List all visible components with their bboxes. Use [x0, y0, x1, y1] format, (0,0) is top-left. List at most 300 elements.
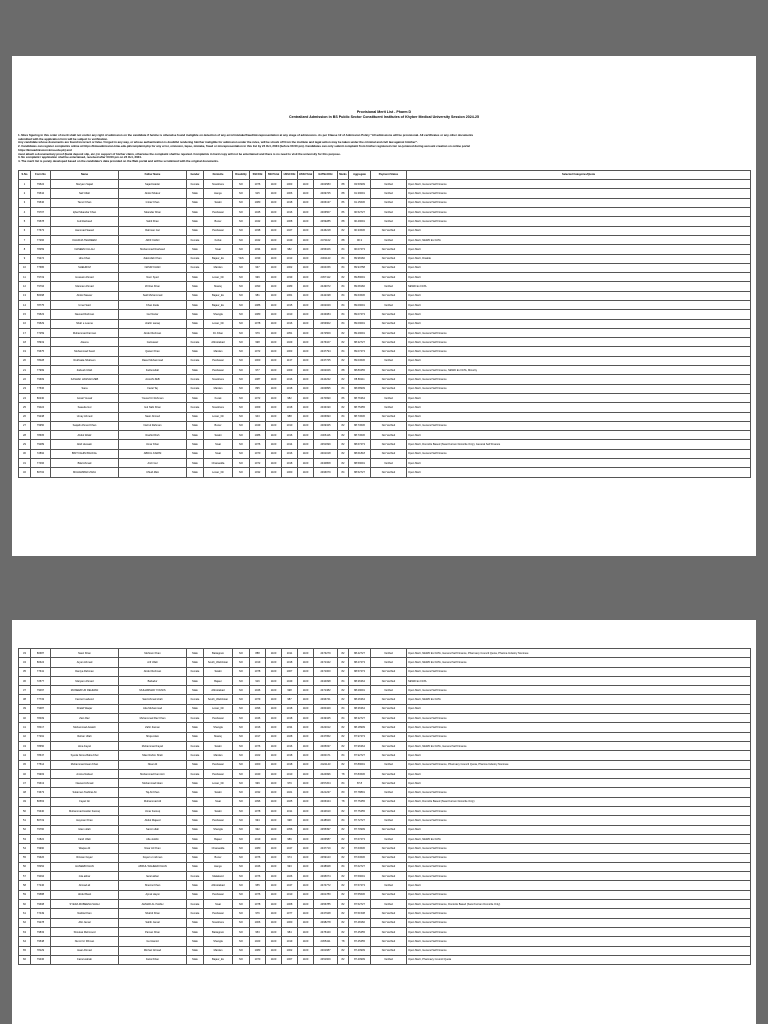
table-cell: 1018	[282, 714, 298, 723]
table-cell: 2471342	[314, 658, 338, 667]
table-cell: 1076	[250, 890, 266, 899]
table-cell: 1046	[250, 686, 266, 695]
table-cell: Lower_Dir	[204, 319, 233, 328]
table-row	[19, 245, 751, 254]
table-cell: 82	[338, 658, 349, 667]
table-cell: 62	[19, 918, 31, 927]
table-cell: 89.29091	[349, 328, 371, 337]
table-cell: 77514	[31, 760, 51, 769]
table-cell: Female	[187, 254, 204, 263]
table-cell: 87.97273	[349, 732, 371, 741]
table-cell: Zahir Zaman	[119, 723, 187, 732]
table-cell: Mardan	[204, 946, 233, 955]
table-cell: Male	[187, 459, 204, 468]
table-cell: 88	[338, 217, 349, 226]
table-cell: AHMAD ALI SHAH	[119, 900, 187, 909]
table-cell: Open Merit	[407, 310, 751, 319]
table-cell: Arif Ullah	[119, 658, 187, 667]
table-cell: 82	[338, 226, 349, 235]
table-cell: Zil Rao Khan	[119, 282, 187, 291]
table-cell: 38	[19, 695, 31, 704]
table-cell: Male	[187, 658, 204, 667]
table-cell: 1076	[250, 853, 266, 862]
table-cell: 1039	[250, 254, 266, 263]
table-cell: 988	[282, 412, 298, 421]
table-cell: Not Verified	[371, 431, 407, 440]
table-cell: 2471382	[314, 686, 338, 695]
table-cell: Not Verified	[371, 872, 407, 881]
table-cell: NO	[233, 189, 250, 198]
table-cell: 77641	[31, 667, 51, 676]
table-cell: 2461780	[314, 890, 338, 899]
table-cell: 1100	[298, 872, 314, 881]
table-cell: 46	[19, 769, 31, 778]
table-cell: Buner	[204, 421, 233, 430]
table-cell: Alla Jeddin	[119, 834, 187, 843]
table-cell: Open Merit, General Self Finance	[407, 208, 751, 217]
table-cell: Charsadda	[204, 459, 233, 468]
table-cell: 1078	[250, 667, 266, 676]
table-cell: 88.73636	[349, 412, 371, 421]
table-cell: Mannan Ahmad	[51, 282, 119, 291]
table-cell: 8	[19, 245, 31, 254]
table-cell: 2433084	[314, 310, 338, 319]
table-cell: 953	[250, 927, 266, 936]
table-cell: 82	[338, 403, 349, 412]
table-cell: 87.40909	[349, 946, 371, 955]
table-row	[19, 226, 751, 235]
table-cell: Shangla	[204, 937, 233, 946]
table-cell: 1011	[282, 649, 298, 658]
table-cell: 79529	[31, 319, 51, 328]
table-cell: Male	[187, 273, 204, 282]
table-cell: Not Verified	[371, 797, 407, 806]
table-cell: Open Merit, NEWD Ex FATA	[407, 695, 751, 704]
table-cell: 1100	[298, 723, 314, 732]
table-cell: Sikandar Khan	[119, 208, 187, 217]
table-cell: 87.62727	[349, 862, 371, 871]
table-cell: Gul Hamid	[119, 937, 187, 946]
table-cell: 1061	[282, 291, 298, 300]
table-cell: 72577	[31, 676, 51, 685]
table-cell: 2437948	[314, 909, 338, 918]
table-cell: 88.73636	[349, 431, 371, 440]
table-cell: 79950	[31, 421, 51, 430]
table-cell: Verified	[371, 955, 407, 964]
table-cell: Open Merit	[407, 393, 751, 402]
table-cell: Fazal Taj	[119, 384, 187, 393]
table-cell: 79546	[31, 198, 51, 207]
table-cell: 1018	[282, 459, 298, 468]
table-cell: Hammad Saeed	[51, 226, 119, 235]
table-cell: 84	[338, 779, 349, 788]
document-page-1	[12, 56, 756, 556]
table-cell: Muhammad Islam	[119, 779, 187, 788]
table-cell: 1100	[298, 695, 314, 704]
table-cell: 82	[338, 825, 349, 834]
table-cell: Hussain Ahmad	[51, 273, 119, 282]
table-cell: Haar Ahmad	[51, 946, 119, 955]
table-cell: 1100	[298, 217, 314, 226]
table-row	[19, 658, 751, 667]
table-cell: 1032	[250, 788, 266, 797]
table-cell: NO	[233, 797, 250, 806]
table-cell: 44	[19, 751, 31, 760]
table-cell: 1100	[298, 338, 314, 347]
table-cell: 1100	[266, 319, 282, 328]
table-cell: 1076	[250, 741, 266, 750]
table-cell: 1100	[266, 676, 282, 685]
table-cell: Noor Syed	[119, 273, 187, 282]
table-cell: 1100	[266, 751, 282, 760]
table-row	[19, 816, 751, 825]
table-cell: 53	[19, 834, 31, 843]
table-cell: 1072	[250, 393, 266, 402]
table-cell: Saqaib Ahmed Khan	[51, 421, 119, 430]
table-cell: 88.27273	[349, 658, 371, 667]
table-cell: Open Merit	[407, 263, 751, 272]
table-cell: 88.36364	[349, 676, 371, 685]
table-cell: Open Merit, General Self Finance	[407, 180, 751, 189]
table-cell: 1100	[266, 384, 282, 393]
table-cell: 77999	[31, 366, 51, 375]
table-cell: 9	[19, 254, 31, 263]
table-cell: 78028	[31, 356, 51, 365]
table-cell: 2437725	[314, 356, 338, 365]
table-cell: 1100	[266, 881, 282, 890]
table-cell: Verified	[371, 834, 407, 843]
table-cell: 86	[338, 393, 349, 402]
table-cell: 1100	[266, 217, 282, 226]
table-cell: Female	[187, 356, 204, 365]
table-cell: Male	[187, 927, 204, 936]
table-cell: 77536	[31, 384, 51, 393]
table-cell: Nabila Khan	[51, 909, 119, 918]
table-cell: 84	[338, 751, 349, 760]
table-cell: 1100	[298, 853, 314, 862]
table-cell: 79719	[31, 273, 51, 282]
table-cell: NO	[233, 366, 250, 375]
note-line: 1. More figuring in this order of merit shall not confer any right of admission on the candidate if he/she is otherwise found ineligible on detection of any error/mistake/fraud/misrepresentation at any stage of admissions. As per Clause 12 of Admission Policy "All admissions will be provisional. All certificates or any other documents	[18, 134, 474, 137]
table-cell: 2451609	[314, 955, 338, 964]
table-cell: 24	[19, 393, 31, 402]
note-line: Any candidate whose documents are found incorrect or false / forged in any way, or whose authentication is doubtful rendering him/her ineligible for admission under the rules, will be struck off from the institute and legal action may be taken under the criminal and civil law against him/her".	[18, 141, 418, 145]
table-cell: Mian Rahim Shah	[119, 751, 187, 760]
table-cell: 34	[19, 658, 31, 667]
table-cell: 2	[19, 189, 31, 198]
table-cell: 2466116	[314, 431, 338, 440]
table-cell: Female	[187, 695, 204, 704]
table-cell: Not Verified	[371, 263, 407, 272]
table-cell: 1002	[282, 946, 298, 955]
table-cell: Male	[187, 393, 204, 402]
table-cell: Not Verified	[371, 667, 407, 676]
table-cell: NO	[233, 834, 250, 843]
table-cell: NEWD Ex FATA	[407, 676, 751, 685]
table-row	[19, 797, 751, 806]
table-cell: 1049	[282, 235, 298, 244]
table-cell: 1100	[298, 440, 314, 449]
table-cell: Male	[187, 937, 204, 946]
table-cell: Verified	[371, 881, 407, 890]
table-cell: 2462029	[314, 300, 338, 309]
table-cell: 1000	[250, 760, 266, 769]
table-cell: 994	[250, 816, 266, 825]
table-cell: 1100	[266, 872, 282, 881]
table-cell: Open Merit, General Self Finance	[407, 384, 751, 393]
table-cell: 79578	[31, 217, 51, 226]
table-cell: Female	[187, 667, 204, 676]
table-cell: Maryam Ahmad	[51, 676, 119, 685]
table-cell: Numir Ur Rhman	[51, 937, 119, 946]
table-cell: 82	[338, 459, 349, 468]
table-cell: 82	[338, 732, 349, 741]
table-cell: 1100	[298, 245, 314, 254]
table-cell: 1100	[298, 760, 314, 769]
table-cell: 992	[250, 825, 266, 834]
table-cell: 21	[19, 366, 31, 375]
table-cell: 82	[338, 955, 349, 964]
table-cell: 888	[250, 649, 266, 658]
table-row	[19, 403, 751, 412]
table-cell: 1100	[266, 403, 282, 412]
table-cell: 84	[338, 319, 349, 328]
table-cell: Male	[187, 189, 204, 198]
table-cell: 2461123	[314, 254, 338, 263]
table-cell: NO	[233, 825, 250, 834]
table-cell: NO	[233, 310, 250, 319]
table-cell: 87.51538	[349, 909, 371, 918]
table-cell: 1003	[282, 347, 298, 356]
table-cell: Open Merit, General Self Finance	[407, 927, 751, 936]
table-cell: Open Merit	[407, 468, 751, 477]
table-cell: Male	[187, 412, 204, 421]
table-row	[19, 741, 751, 750]
table-cell: 2474772	[314, 881, 338, 890]
table-row	[19, 412, 751, 421]
table-cell: Maryam Sajad	[51, 180, 119, 189]
table-cell: Male	[187, 723, 204, 732]
table-cell: 1042	[250, 235, 266, 244]
table-cell: 1049	[250, 421, 266, 430]
table-cell: 1100	[266, 226, 282, 235]
table-cell: Not Verified	[371, 449, 407, 458]
table-cell: 82	[338, 844, 349, 853]
table-cell: 1060	[282, 918, 298, 927]
table-cell: Male	[187, 366, 204, 375]
table-cell: 82	[338, 872, 349, 881]
table-cell: Not Verified	[371, 328, 407, 337]
table-cell: 1038	[250, 226, 266, 235]
table-cell: Open Merit, General Self Finance	[407, 421, 751, 430]
table-cell: D.I.Khan	[204, 328, 233, 337]
table-cell: NO	[233, 449, 250, 458]
table-cell: 1100	[266, 658, 282, 667]
table-cell: NO	[233, 890, 250, 899]
table-cell: 2462583	[314, 180, 338, 189]
table-cell: Lower_Dir	[204, 704, 233, 713]
table-cell: NO	[233, 338, 250, 347]
table-cell: 987	[282, 695, 298, 704]
table-cell: Open Merit	[407, 881, 751, 890]
table-cell: 78650	[31, 741, 51, 750]
table-cell: Naveed Rahman	[51, 310, 119, 319]
table-cell: Shangla	[204, 825, 233, 834]
table-cell: 79340	[31, 807, 51, 816]
table-cell: 1032	[250, 468, 266, 477]
table-cell: 1100	[298, 881, 314, 890]
table-cell: 1100	[298, 751, 314, 760]
table-cell: Fayaz ur rahman	[119, 853, 187, 862]
table-cell: 79097	[31, 686, 51, 695]
table-cell: Open Merit, NEWD Ex FATA, General Self Finance	[407, 741, 751, 750]
table-cell: Said Ahmad shah	[119, 695, 187, 704]
table-row	[19, 844, 751, 853]
table-cell: 1029	[282, 338, 298, 347]
table-cell: 18	[19, 338, 31, 347]
document-subtitle: Centralized Admission in BS Public Sector Constituent Institutes of Khyber Medical University Session 2024-25	[289, 115, 479, 119]
table-cell: 1007	[282, 955, 298, 964]
table-cell: Open Merit	[407, 273, 751, 282]
table-cell: 63	[19, 927, 31, 936]
table-cell: 2476107	[314, 338, 338, 347]
table-cell: 979	[250, 328, 266, 337]
table-cell: 998	[282, 816, 298, 825]
table-cell: 915	[250, 189, 266, 198]
table-cell: 57	[19, 872, 31, 881]
table-cell: 1011	[282, 807, 298, 816]
table-cell: 1100	[266, 338, 282, 347]
table-cell: 27	[19, 421, 31, 430]
table-cell: 6	[19, 226, 31, 235]
table-cell: Nowshera	[204, 375, 233, 384]
table-cell: NO	[233, 788, 250, 797]
table-cell: 1040	[250, 769, 266, 778]
table-cell: Peshawar	[204, 769, 233, 778]
table-cell: Abid Hussain	[51, 440, 119, 449]
table-cell: 89.68182	[349, 282, 371, 291]
table-cell: 79608	[31, 900, 51, 909]
table-cell: Nowshera	[204, 403, 233, 412]
table-cell: 1077	[282, 909, 298, 918]
table-cell: Farzad ruabood	[51, 695, 119, 704]
table-cell: Swabi	[204, 741, 233, 750]
table-cell: 19	[19, 347, 31, 356]
table-cell: 82	[338, 909, 349, 918]
table-cell: 1026	[282, 872, 298, 881]
table-cell: Muhammad Fayaz	[119, 741, 187, 750]
table-cell: 88.61818	[349, 449, 371, 458]
table-cell: 1045	[250, 208, 266, 217]
table-cell: NASEEM ULLAH	[51, 245, 119, 254]
table-cell: 979	[282, 779, 298, 788]
table-cell: Rashid Rish	[119, 431, 187, 440]
table-cell: 1100	[298, 412, 314, 421]
table-cell: Swat	[204, 440, 233, 449]
table-cell: 32	[19, 468, 31, 477]
table-cell: Female	[187, 384, 204, 393]
table-cell: 1100	[266, 723, 282, 732]
table-row	[19, 834, 751, 843]
table-cell: Mastuj	[204, 732, 233, 741]
table-cell: 82	[338, 686, 349, 695]
table-cell: 1047	[282, 881, 298, 890]
table-cell: 79024	[31, 403, 51, 412]
table-cell: 84	[338, 263, 349, 272]
column-header: S.No	[19, 170, 31, 180]
table-cell: 2456785	[314, 900, 338, 909]
table-cell: 89.89091	[349, 273, 371, 282]
note-line: 4. The merit list is purely developed based on the candidate's data provided on the Web portal and will be scrutinized with the original documents.	[18, 159, 219, 163]
table-cell: 55	[19, 853, 31, 862]
table-cell: 77449	[31, 909, 51, 918]
table-cell: 88.32727	[349, 338, 371, 347]
table-cell: NO	[233, 816, 250, 825]
table-cell: 2496079	[314, 468, 338, 477]
table-cell: Open Merit, General Self Finance	[407, 909, 751, 918]
table-cell: Abit Jamal	[51, 918, 119, 927]
table-cell: Open Merit, Disable	[407, 254, 751, 263]
table-cell: Lower_Dir	[204, 273, 233, 282]
table-cell: 1051	[282, 328, 298, 337]
table-cell: 82	[338, 421, 349, 430]
table-cell: Open Merit, General Self Finance, NEWD Ex FATA, Minority	[407, 366, 751, 375]
table-cell: 1018	[282, 403, 298, 412]
column-header: Form No	[31, 170, 51, 180]
table-cell: YES	[233, 254, 250, 263]
table-cell: NO	[233, 751, 250, 760]
table-cell: 1100	[266, 245, 282, 254]
table-cell: Female	[187, 769, 204, 778]
table-cell: 80624	[31, 658, 51, 667]
table-cell: 1100	[298, 807, 314, 816]
table-cell: 1025	[282, 797, 298, 806]
table-cell: 79794	[31, 282, 51, 291]
table-cell: 1100	[266, 862, 282, 871]
table-cell: 1100	[298, 403, 314, 412]
table-cell: 1100	[266, 449, 282, 458]
table-cell: Peshawar	[204, 816, 233, 825]
table-row	[19, 180, 751, 189]
table-cell: Sherzai Khan	[119, 881, 187, 890]
table-row	[19, 881, 751, 890]
table-cell: Female	[187, 751, 204, 760]
table-cell: 1018	[282, 658, 298, 667]
note-line: https://kmuadmission.kmu.edu.pk) and	[18, 148, 72, 152]
table-cell: 79613	[31, 779, 51, 788]
document-header	[12, 56, 756, 120]
table-cell: Shoukat Mehmood	[51, 927, 119, 936]
table-cell: USHA ZEA	[119, 468, 187, 477]
table-cell: Male	[187, 890, 204, 899]
table-cell: Ismail Yousaf	[51, 393, 119, 402]
table-row	[19, 825, 751, 834]
table-cell: Not Verified	[371, 862, 407, 871]
table-row	[19, 890, 751, 899]
table-cell: Abdul Majeed	[119, 816, 187, 825]
table-cell: 54	[19, 844, 31, 853]
table-cell: Muhammad Rasheed	[119, 245, 187, 254]
table-cell: 2470990	[314, 393, 338, 402]
table-cell: Open Merit, General Self Finance	[407, 198, 751, 207]
table-cell: 77466	[31, 459, 51, 468]
table-cell: 79990	[31, 844, 51, 853]
table-cell: 2466587	[314, 834, 338, 843]
table-cell: 84	[338, 282, 349, 291]
table-cell: NO	[233, 714, 250, 723]
table-cell: Not Verified	[371, 319, 407, 328]
table-cell: 82	[338, 338, 349, 347]
